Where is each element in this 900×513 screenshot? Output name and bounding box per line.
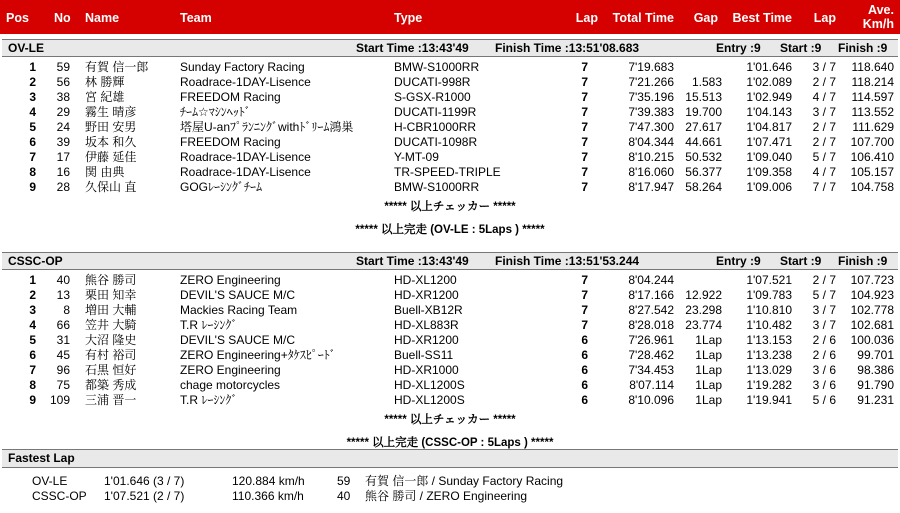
cell-name: 伊藤 延佳 [85,150,137,164]
table-row [0,120,900,135]
cell-no: 29 [56,105,70,119]
section-finish-time: Finish Time :13:51'08.683 [495,41,640,55]
cell-pos: 1 [29,60,36,74]
cell-total: 7'35.196 [628,90,674,104]
fastest-lap-row [0,474,900,489]
cell-lap: 7 [581,150,588,164]
cell-type: HD-XL883R [394,318,459,332]
section-finish: Finish :9 [838,254,888,268]
section-start: Start :9 [780,254,822,268]
cell-ave: 99.701 [857,348,894,362]
cell-gap: 58.264 [685,180,722,194]
cell-gap: 1Lap [695,333,722,347]
cell-pos: 5 [29,120,36,134]
cell-ave: 118.214 [851,75,894,89]
cell-ave: 102.681 [850,318,894,332]
cell-blap: 4 / 7 [812,90,836,104]
fastest-speed: 120.884 km/h [232,474,305,488]
cell-pos: 4 [29,105,36,119]
cell-ave: 98.386 [857,363,894,377]
checker-note: ***** 以上チェッカー ***** [384,201,516,213]
cell-no: 96 [56,363,70,377]
cell-lap: 6 [581,363,588,377]
cell-best: 1'04.143 [746,105,792,119]
cell-pos: 9 [29,180,36,194]
cell-name: 有村 裕司 [85,348,137,362]
section-class: OV-LE [8,41,45,55]
cell-lap: 6 [581,378,588,392]
cell-total: 8'17.166 [628,288,674,302]
cell-best: 1'19.282 [746,378,792,392]
section-finish-time: Finish Time :13:51'53.244 [495,254,640,268]
cell-type: H-CBR1000RR [394,120,477,134]
cell-lap: 7 [581,60,588,74]
cell-no: 13 [56,288,70,302]
cell-total: 7'19.683 [628,60,674,74]
header-best-time: Best Time [732,11,792,25]
section-entry: Entry :9 [716,41,761,55]
header-gap: Gap [693,11,718,25]
cell-no: 45 [56,348,70,362]
cell-ave: 113.552 [851,105,894,119]
cell-type: BMW-S1000RR [394,60,480,74]
cell-total: 8'04.344 [628,135,674,149]
cell-ave: 111.629 [852,120,894,134]
checker-note: ***** 以上チェッカー ***** [384,414,516,426]
cell-blap: 5 / 7 [812,150,836,164]
cell-type: DUCATI-1098R [394,135,478,149]
table-row [0,273,900,288]
cell-gap: 15.513 [685,90,722,104]
cell-best: 1'13.029 [746,363,792,377]
fastest-time: 1'01.646 (3 / 7) [104,474,185,488]
cell-pos: 6 [29,135,36,149]
cell-name: 栗田 知幸 [85,288,137,302]
fastest-no: 59 [337,474,351,488]
cell-gap: 23.774 [685,318,722,332]
section-class: CSSC-OP [8,254,63,268]
cell-best: 1'13.238 [746,348,792,362]
cell-gap: 12.922 [685,288,722,302]
fastest-rider: 熊谷 勝司 / ZERO Engineering [365,489,528,503]
cell-lap: 7 [581,90,588,104]
cell-best: 1'01.646 [746,60,792,74]
fastest-lap-row [0,489,900,504]
cell-type: HD-XL1200S [394,393,465,407]
table-row [0,90,900,105]
cell-team: DEVIL'S SAUCE M/C [180,288,295,302]
cell-name: 霧生 晴彦 [85,105,137,119]
cell-best: 1'09.358 [746,165,792,179]
cell-type: BMW-S1000RR [394,180,480,194]
cell-type: S-GSX-R1000 [394,90,471,104]
cell-team: 塔屋U-anﾌﾟﾗﾝﾆﾝｸﾞwithﾄﾞﾘｰﾑ鴻巣 [180,120,354,134]
table-row [0,393,900,408]
cell-ave: 91.231 [857,393,894,407]
cell-blap: 2 / 6 [812,333,836,347]
cell-no: 40 [56,273,70,287]
cell-team: Sunday Factory Racing [180,60,305,74]
cell-pos: 7 [29,363,36,377]
cell-type: HD-XR1200 [394,333,459,347]
table-row [0,165,900,180]
table-row [0,348,900,363]
cell-total: 7'26.961 [628,333,674,347]
cell-blap: 3 / 7 [812,303,836,317]
table-row [0,75,900,90]
cell-total: 7'39.383 [628,105,674,119]
cell-team: T.R ﾚｰｼﾝｸﾞ [180,393,238,407]
cell-lap: 6 [581,348,588,362]
table-row [0,303,900,318]
cell-team: T.R ﾚｰｼﾝｸﾞ [180,318,238,332]
cell-name: 石黒 恒好 [85,363,137,377]
fastest-rider: 有賀 信一郎 / Sunday Factory Racing [365,474,564,488]
table-row [0,288,900,303]
cell-pos: 5 [29,333,36,347]
cell-team: Roadrace-1DAY-Lisence [180,165,311,179]
cell-best: 1'07.471 [746,135,792,149]
header-type: Type [394,11,423,25]
header-team: Team [180,11,212,25]
section-start-time: Start Time :13:43'49 [356,41,469,55]
cell-best: 1'02.089 [746,75,792,89]
cell-lap: 7 [581,165,588,179]
cell-lap: 6 [581,393,588,407]
cell-best: 1'09.783 [746,288,792,302]
cell-ave: 107.723 [850,273,894,287]
cell-lap: 7 [581,180,588,194]
cell-ave: 118.640 [851,60,894,74]
section-start: Start :9 [780,41,822,55]
complete-note: ***** 以上完走 (OV-LE : 5Laps ) ***** [355,224,545,236]
cell-ave: 100.036 [850,333,894,347]
cell-total: 8'28.018 [628,318,674,332]
cell-best: 1'10.810 [746,303,792,317]
cell-pos: 6 [29,348,36,362]
cell-team: FREEDOM Racing [180,90,281,104]
cell-total: 7'47.300 [628,120,674,134]
cell-name: 坂本 和久 [85,135,137,149]
cell-no: 31 [56,333,70,347]
cell-no: 24 [56,120,70,134]
fastest-class: CSSC-OP [32,489,87,503]
cell-pos: 9 [29,393,36,407]
table-row [0,363,900,378]
cell-blap: 2 / 7 [812,135,836,149]
header-total-time: Total Time [612,11,674,25]
header-ave [840,3,894,31]
cell-pos: 4 [29,318,36,332]
cell-team: FREEDOM Racing [180,135,281,149]
cell-gap: 1.583 [691,75,722,89]
header-ave-line2: Km/h [862,17,894,31]
cell-no: 59 [56,60,70,74]
cell-team: ZERO Engineering [180,273,281,287]
cell-name: 増田 大輔 [85,303,137,317]
cell-gap: 23.298 [685,303,722,317]
header-name: Name [85,11,120,25]
cell-best: 1'07.521 [746,273,792,287]
cell-type: Buell-SS11 [394,348,454,362]
cell-name: 野田 安男 [85,120,137,134]
header-pos: Pos [6,11,29,25]
header-no: No [54,11,71,25]
cell-best: 1'13.153 [746,333,792,347]
cell-team: Roadrace-1DAY-Lisence [180,150,311,164]
cell-name: 笠井 大騎 [85,318,137,332]
cell-name: 林 勝輝 [85,75,125,89]
cell-total: 8'17.947 [628,180,674,194]
fastest-lap-bar [2,449,898,468]
cell-total: 7'28.462 [628,348,674,362]
cell-pos: 1 [29,273,36,287]
cell-pos: 3 [29,90,36,104]
cell-total: 8'27.542 [628,303,674,317]
cell-no: 109 [49,393,70,407]
cell-lap: 7 [581,288,588,302]
cell-blap: 5 / 6 [812,393,836,407]
cell-lap: 7 [581,303,588,317]
cell-total: 7'34.453 [628,363,674,377]
cell-gap [680,273,722,288]
cell-blap: 3 / 7 [812,318,836,332]
cell-lap: 7 [581,105,588,119]
table-row [0,180,900,195]
cell-type: DUCATI-1199R [394,105,477,119]
fastest-no: 40 [337,489,351,503]
cell-ave: 104.758 [850,180,894,194]
fastest-speed: 110.366 km/h [232,489,304,503]
cell-blap: 3 / 7 [812,60,836,74]
cell-lap: 7 [581,318,588,332]
cell-blap: 2 / 7 [812,273,836,287]
cell-team: DEVIL'S SAUCE M/C [180,333,295,347]
cell-gap: 44.661 [685,135,722,149]
section-entry: Entry :9 [716,254,761,268]
cell-pos: 8 [29,165,36,179]
table-row [0,105,900,120]
cell-lap: 7 [581,273,588,287]
cell-gap: 19.700 [685,105,722,119]
cell-lap: 7 [581,75,588,89]
cell-total: 8'10.215 [628,150,674,164]
cell-type: HD-XR1000 [394,363,459,377]
cell-pos: 3 [29,303,36,317]
section-bar [2,39,898,57]
cell-name: 熊谷 勝司 [85,273,137,287]
cell-name: 都築 秀成 [85,378,137,392]
cell-type: HD-XR1200 [394,288,459,302]
cell-type: HD-XL1200 [394,273,457,287]
section-finish: Finish :9 [838,41,888,55]
cell-pos: 8 [29,378,36,392]
section-start-time: Start Time :13:43'49 [356,254,469,268]
cell-best: 1'02.949 [746,90,792,104]
cell-name: 三浦 晋一 [85,393,137,407]
cell-name: 関 由典 [85,165,125,179]
cell-blap: 7 / 7 [812,180,836,194]
cell-blap: 4 / 7 [812,165,836,179]
table-row [0,378,900,393]
cell-blap: 3 / 6 [812,378,836,392]
cell-ave: 91.790 [857,378,894,392]
cell-name: 大沼 隆史 [85,333,137,347]
cell-team: GOGﾚｰｼﾝｸﾞﾁｰﾑ [180,180,263,194]
cell-type: TR-SPEED-TRIPLE [394,165,501,179]
cell-gap [680,60,722,75]
cell-name: 宮 紀雄 [85,90,125,104]
cell-team: ZERO Engineering+ﾀｹｽﾋﾟｰﾄﾞ [180,348,336,362]
cell-lap: 6 [581,333,588,347]
table-row [0,333,900,348]
cell-blap: 3 / 6 [812,363,836,377]
cell-best: 1'19.941 [746,393,792,407]
cell-total: 8'07.114 [629,378,674,392]
cell-team: Mackies Racing Team [180,303,298,317]
cell-blap: 2 / 7 [812,120,836,134]
section-bar [2,252,898,270]
cell-ave: 102.778 [850,303,894,317]
cell-no: 17 [56,150,70,164]
cell-team: chage motorcycles [180,378,281,392]
cell-no: 66 [56,318,70,332]
cell-ave: 114.597 [851,90,894,104]
complete-note: ***** 以上完走 (CSSC-OP : 5Laps ) ***** [346,437,554,449]
cell-gap: 1Lap [695,393,722,407]
cell-blap: 2 / 7 [812,75,836,89]
header-ave-line1: Ave. [868,3,894,17]
cell-gap: 50.532 [685,150,722,164]
cell-type: DUCATI-998R [394,75,471,89]
cell-total: 7'21.266 [628,75,674,89]
cell-no: 56 [56,75,70,89]
cell-no: 28 [56,180,70,194]
cell-total: 8'04.244 [628,273,674,287]
cell-no: 75 [56,378,70,392]
cell-gap: 1Lap [695,363,722,377]
cell-name: 久保山 直 [85,180,137,194]
header-lap: Lap [575,11,598,25]
cell-best: 1'09.006 [746,180,792,194]
cell-team: ﾁｰﾑ☆ﾏｼﾝﾍｯﾄﾞ [180,105,251,119]
cell-blap: 3 / 7 [812,105,836,119]
cell-total: 8'16.060 [628,165,674,179]
cell-gap: 56.377 [685,165,722,179]
cell-blap: 2 / 6 [812,348,836,362]
fastest-class: OV-LE [32,474,68,488]
cell-ave: 106.410 [850,150,894,164]
fastest-lap-title: Fastest Lap [8,451,75,465]
cell-lap: 7 [581,135,588,149]
cell-best: 1'10.482 [746,318,792,332]
cell-no: 39 [56,135,70,149]
table-row [0,60,900,75]
cell-ave: 105.157 [850,165,894,179]
cell-team: ZERO Engineering [180,363,281,377]
cell-pos: 7 [29,150,36,164]
cell-lap: 7 [581,120,588,134]
cell-type: Buell-XB12R [394,303,463,317]
cell-ave: 107.700 [850,135,894,149]
cell-gap: 27.617 [685,120,722,134]
cell-team: Roadrace-1DAY-Lisence [180,75,311,89]
cell-ave: 104.923 [850,288,894,302]
cell-name: 有賀 信一郎 [85,60,149,74]
table-row [0,150,900,165]
cell-type: Y-MT-09 [394,150,439,164]
cell-total: 8'10.096 [628,393,674,407]
cell-best: 1'04.817 [746,120,792,134]
table-row [0,135,900,150]
cell-no: 16 [56,165,70,179]
cell-pos: 2 [29,288,36,302]
cell-type: HD-XL1200S [394,378,465,392]
table-row [0,318,900,333]
cell-gap: 1Lap [695,378,722,392]
cell-best: 1'09.040 [746,150,792,164]
cell-gap: 1Lap [695,348,722,362]
results-header [0,0,900,34]
fastest-time: 1'07.521 (2 / 7) [104,489,185,503]
cell-no: 8 [63,303,70,317]
cell-no: 38 [56,90,70,104]
cell-pos: 2 [29,75,36,89]
cell-blap: 5 / 7 [812,288,836,302]
header-best-lap: Lap [813,11,836,25]
